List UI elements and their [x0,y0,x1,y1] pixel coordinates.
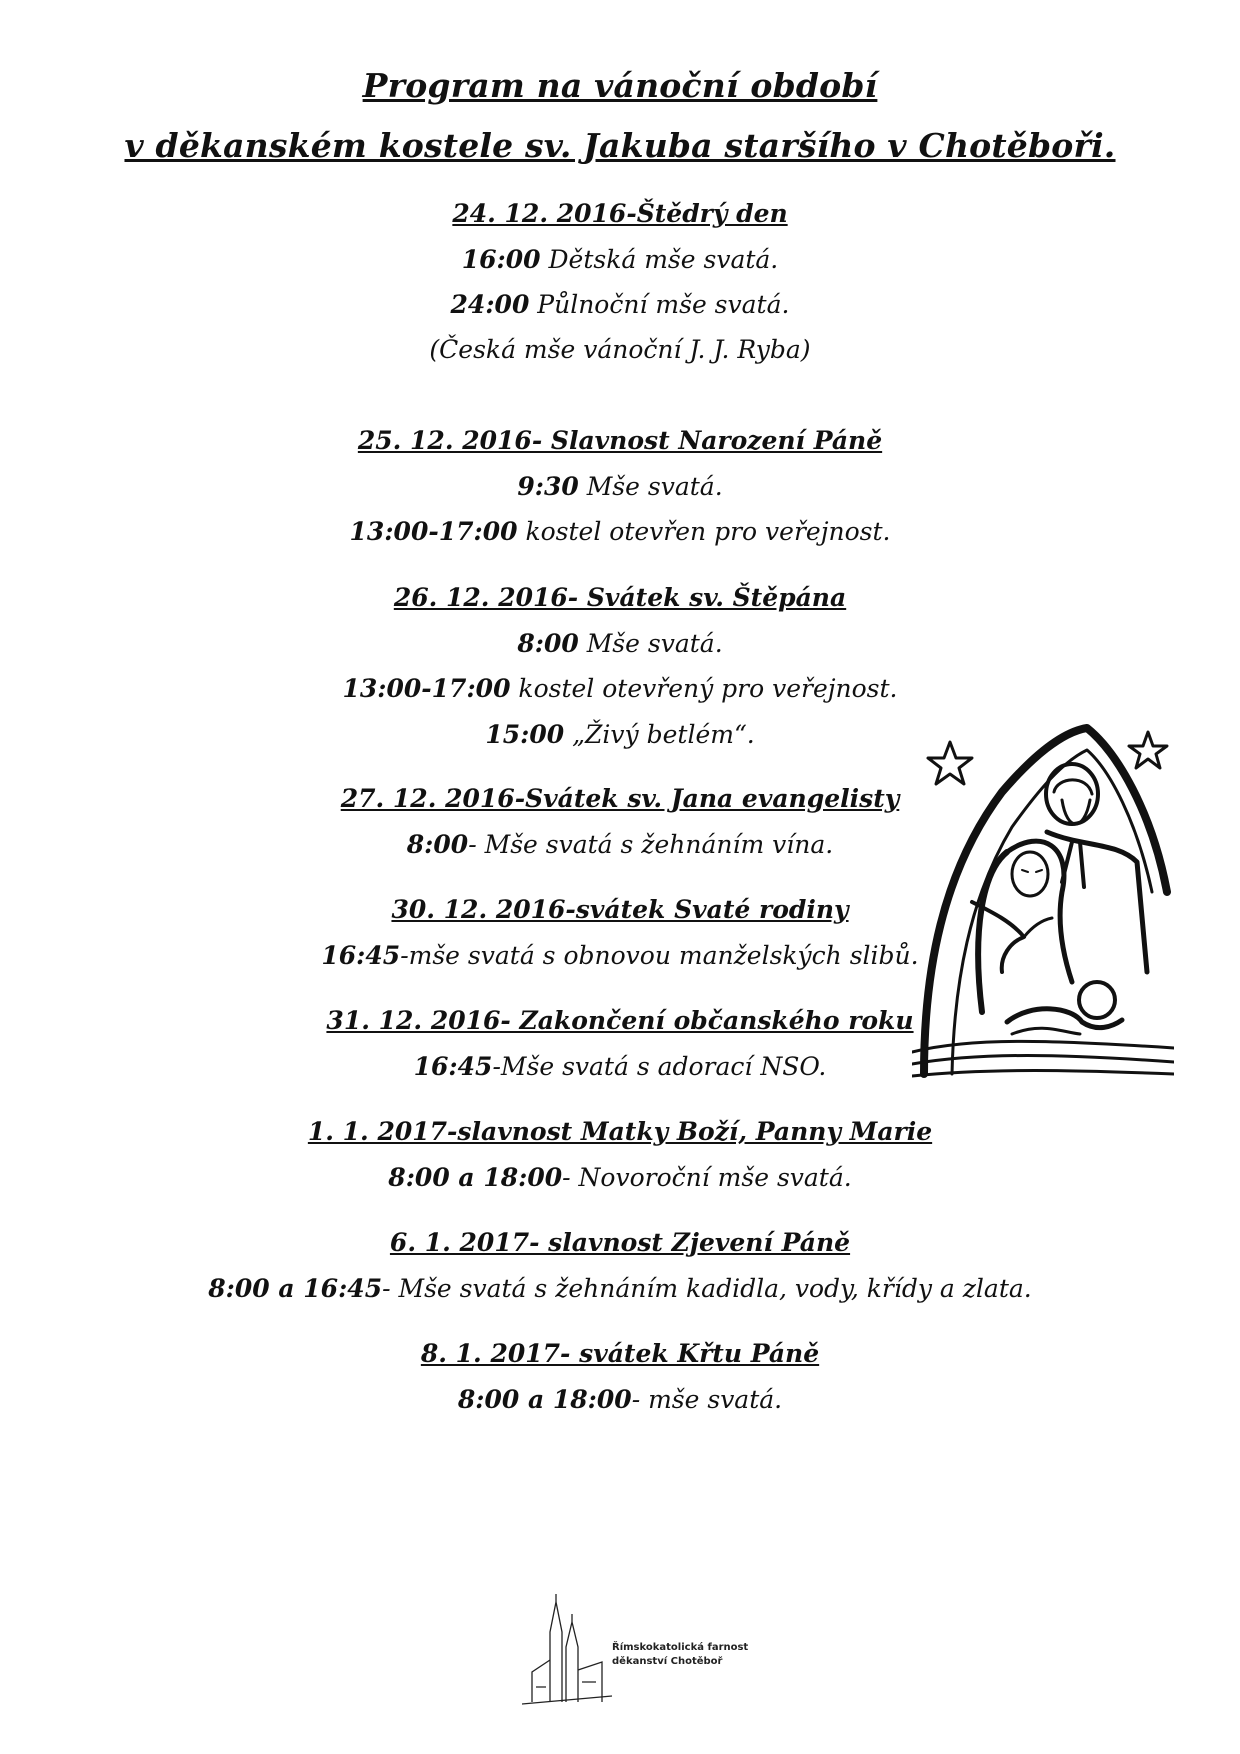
event-text: „Živý betlém“. [564,720,755,749]
event-line [0,674,1240,704]
event-time: 13:00-17:00 [342,674,511,703]
parish-name-line-1: Římskokatolická farnost [612,1642,749,1653]
parish-name-line-2: děkanství Chotěboř [612,1656,723,1667]
event-time: 15:00 [485,720,565,749]
event-time: 8:00 [406,830,469,859]
event-heading-25-12: 25. 12. 2016- Slavnost Narození Páně [357,426,883,455]
event-text: Půlnoční mše svatá. [529,290,790,319]
event-time: 8:00 a 18:00 [457,1385,632,1414]
event-heading-6-1: 6. 1. 2017- slavnost Zjevení Páně [389,1228,851,1257]
event-line [0,290,1240,320]
event-time: 16:45 [413,1052,493,1081]
event-text: - Mše svatá s žehnáním kadidla, vody, křídy a zlata. [382,1274,1032,1303]
event-heading-26-12: 26. 12. 2016- Svátek sv. Štěpána [393,583,847,612]
event-heading-31-12: 31. 12. 2016- Zakončení občanského roku [326,1006,914,1035]
event-line [0,1385,1240,1415]
event-text: -mše svatá s obnovou manželských slibů. [400,941,919,970]
page-title-line-2: v děkanském kostele sv. Jakuba staršího v Chotěboři. [124,126,1116,165]
event-heading-24-12: 24. 12. 2016-Štědrý den [452,199,788,228]
event-line [0,1163,1240,1193]
star-left [928,742,972,784]
event-time: 8:00 a 16:45 [208,1274,383,1303]
event-heading-30-12: 30. 12. 2016-svátek Svaté rodiny [391,895,849,924]
event-text: kostel otevřený pro veřejnost. [510,674,898,703]
event-text: Mše svatá. [578,629,723,658]
event-line [0,629,1240,659]
event-time: 16:45 [321,941,401,970]
event-text: - Novoroční mše svatá. [562,1163,852,1192]
event-time: 16:00 [461,245,541,274]
event-line [0,245,1240,275]
event-line [0,472,1240,502]
event-text: - mše svatá. [631,1385,783,1414]
event-heading-1-1: 1. 1. 2017-slavnost Matky Boží, Panny Marie [307,1117,933,1146]
event-text: (Česká mše vánoční J. J. Ryba) [429,335,811,364]
event-line [0,1274,1240,1304]
event-text: kostel otevřen pro veřejnost. [517,517,891,546]
event-time: 9:30 [517,472,579,501]
event-time: 24:00 [450,290,530,319]
event-text: - Mše svatá s žehnáním vína. [468,830,834,859]
event-heading-8-1: 8. 1. 2017- svátek Křtu Páně [420,1339,820,1368]
page-title-line-1: Program na vánoční období [362,66,878,105]
event-text: -Mše svatá s adorací NSO. [492,1052,827,1081]
event-heading-27-12: 27. 12. 2016-Svátek sv. Jana evangelisty [340,784,900,813]
star-right [1129,732,1167,768]
event-time: 8:00 a 18:00 [388,1163,563,1192]
event-text: Dětská mše svatá. [540,245,779,274]
holy-family-illustration [912,722,1174,1082]
event-line [0,517,1240,547]
event-line [0,335,1240,365]
parish-logo [522,1592,749,1710]
event-time: 8:00 [517,629,579,658]
event-text: Mše svatá. [578,472,723,501]
event-time: 13:00-17:00 [349,517,518,546]
